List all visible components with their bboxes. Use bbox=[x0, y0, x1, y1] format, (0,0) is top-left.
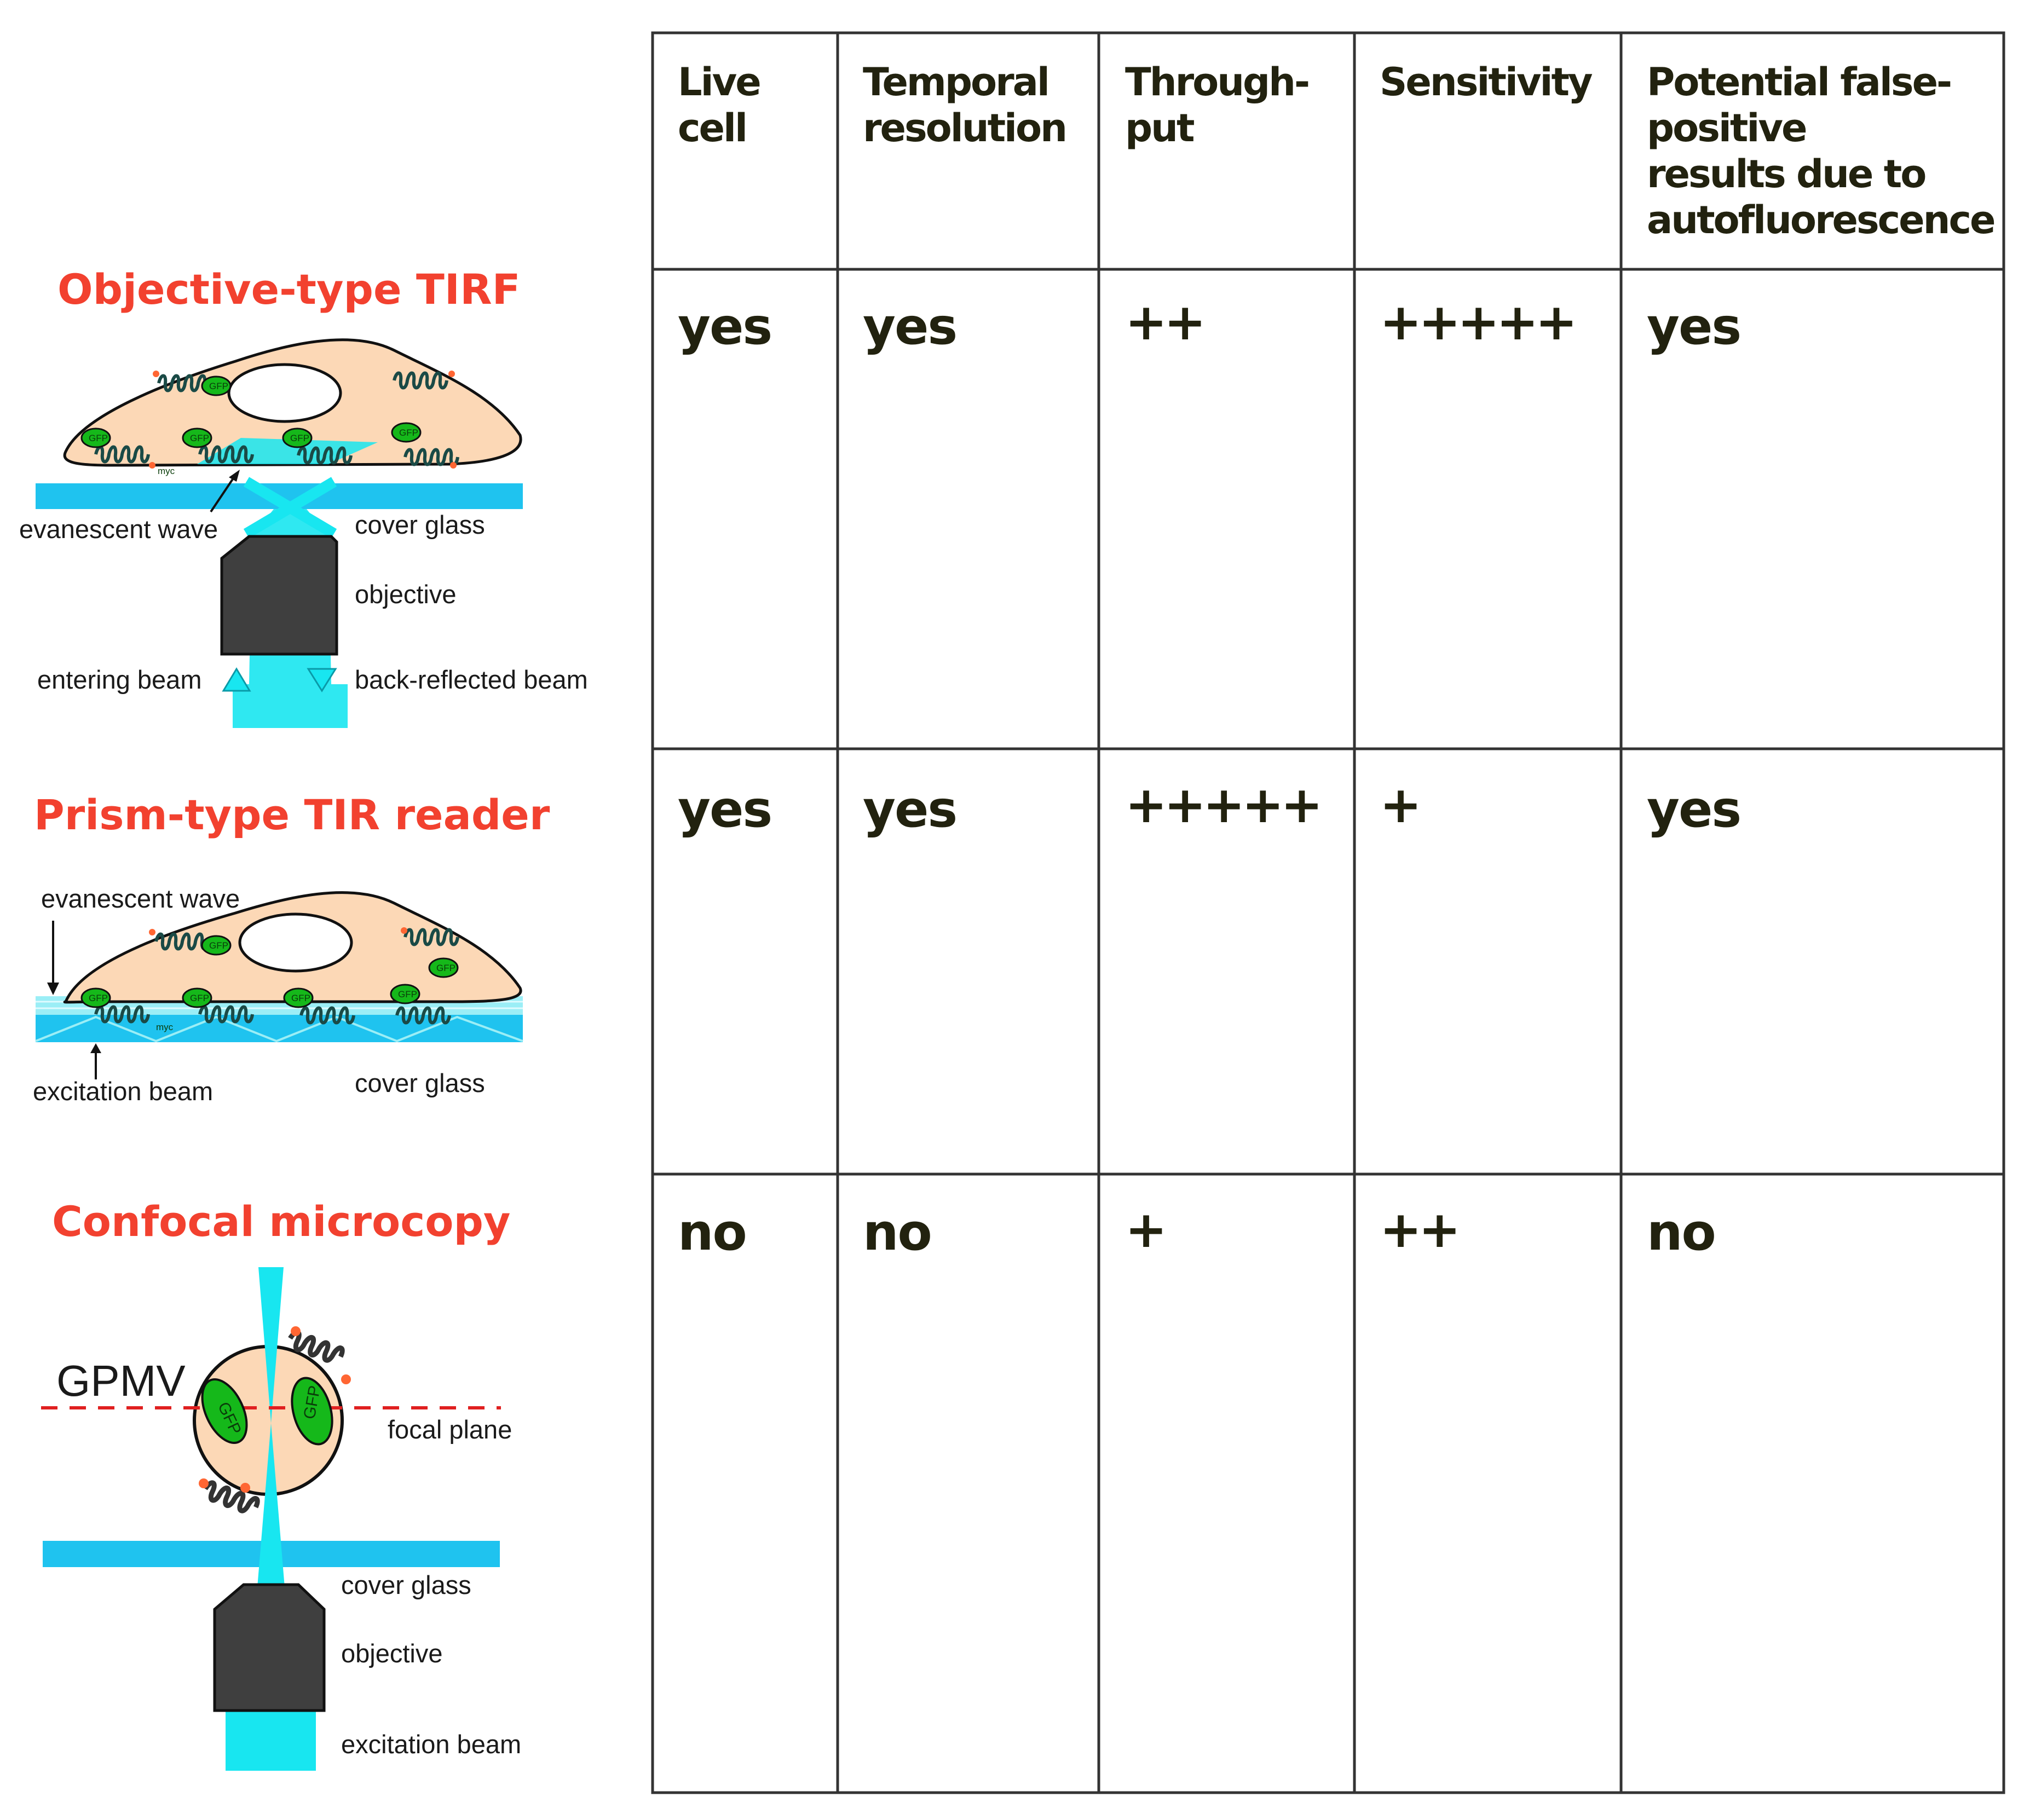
svg-text:GFP: GFP bbox=[290, 433, 309, 443]
svg-text:GFP: GFP bbox=[436, 963, 455, 973]
cell-r3-temporal: no bbox=[863, 1203, 931, 1262]
cell-r2-live: yes bbox=[678, 780, 772, 839]
comparison-table bbox=[653, 33, 2004, 1793]
confocal-panel bbox=[41, 1197, 521, 1771]
svg-text:GFP: GFP bbox=[89, 433, 108, 443]
label-objective: objective bbox=[355, 580, 457, 609]
cell-r3-live: no bbox=[678, 1203, 746, 1262]
cell-nucleus bbox=[229, 365, 341, 421]
objective-tirf-title: Objective-type TIRF bbox=[57, 265, 521, 314]
svg-text:GFP: GFP bbox=[190, 993, 209, 1003]
cell-r2-sensitivity: + bbox=[1380, 776, 1419, 834]
prism-label-cover-glass: cover glass bbox=[355, 1068, 485, 1097]
svg-text:GFP: GFP bbox=[89, 993, 108, 1003]
cell-r3-throughput: + bbox=[1125, 1200, 1164, 1259]
cell-r2-throughput: +++++ bbox=[1125, 776, 1320, 834]
confocal-label-excitation-beam: excitation beam bbox=[341, 1730, 522, 1759]
header-false-positive: Potential false- positive results due to autofluorescence bbox=[1647, 60, 1994, 242]
svg-text:GFP: GFP bbox=[209, 940, 228, 951]
svg-text:GFP: GFP bbox=[209, 381, 228, 391]
prism-label-excitation-beam: excitation beam bbox=[33, 1077, 214, 1106]
table-row bbox=[678, 1200, 1715, 1262]
prism-tir-panel bbox=[33, 790, 550, 1106]
label-entering-beam: entering beam bbox=[37, 665, 202, 694]
cell-r1-throughput: ++ bbox=[1125, 293, 1203, 351]
objective-lens bbox=[222, 536, 337, 654]
objective-tirf-panel bbox=[19, 265, 588, 728]
header-live-cell: Live cell bbox=[678, 60, 760, 151]
confocal-label-cover-glass: cover glass bbox=[341, 1570, 471, 1599]
label-back-reflected-beam: back-reflected beam bbox=[355, 665, 588, 694]
cell-r3-false-positive: no bbox=[1647, 1203, 1715, 1262]
table-header-row bbox=[678, 60, 1994, 242]
myc-label: myc bbox=[158, 466, 175, 476]
svg-text:GFP: GFP bbox=[398, 989, 417, 999]
table-grid bbox=[653, 33, 2004, 1793]
label-cover-glass: cover glass bbox=[355, 510, 485, 539]
cell-r3-sensitivity: ++ bbox=[1380, 1200, 1458, 1259]
cell-r1-false-positive: yes bbox=[1647, 297, 1741, 356]
confocal-label-objective: objective bbox=[341, 1639, 443, 1668]
cell-r2-temporal: yes bbox=[863, 780, 957, 839]
label-focal-plane: focal plane bbox=[388, 1415, 512, 1444]
svg-text:GFP: GFP bbox=[399, 427, 418, 438]
prism-label-evanescent-wave: evanescent wave bbox=[41, 884, 240, 913]
header-throughput: Through- put bbox=[1125, 60, 1309, 151]
label-gpmv: GPMV bbox=[56, 1356, 186, 1405]
header-sensitivity: Sensitivity bbox=[1380, 60, 1591, 105]
entering-beam-arrow bbox=[223, 669, 250, 691]
cell-r1-live: yes bbox=[678, 297, 772, 356]
prism-myc-label: myc bbox=[156, 1022, 174, 1032]
label-evanescent-wave: evanescent wave bbox=[19, 515, 218, 544]
svg-text:GFP: GFP bbox=[300, 1384, 324, 1421]
cell-r1-sensitivity: +++++ bbox=[1380, 293, 1575, 351]
svg-text:GFP: GFP bbox=[190, 433, 209, 443]
confocal-objective bbox=[215, 1585, 324, 1711]
prism-tir-title: Prism-type TIR reader bbox=[34, 790, 550, 839]
prism-cell-nucleus bbox=[240, 914, 351, 971]
header-temporal-resolution: Temporal resolution bbox=[863, 60, 1066, 151]
svg-text:GFP: GFP bbox=[214, 1399, 245, 1438]
cell-r1-temporal: yes bbox=[863, 297, 957, 356]
cell-r2-false-positive: yes bbox=[1647, 780, 1741, 839]
confocal-title: Confocal microcopy bbox=[52, 1197, 511, 1246]
objective-beam bbox=[226, 1711, 316, 1771]
svg-text:GFP: GFP bbox=[291, 993, 310, 1003]
